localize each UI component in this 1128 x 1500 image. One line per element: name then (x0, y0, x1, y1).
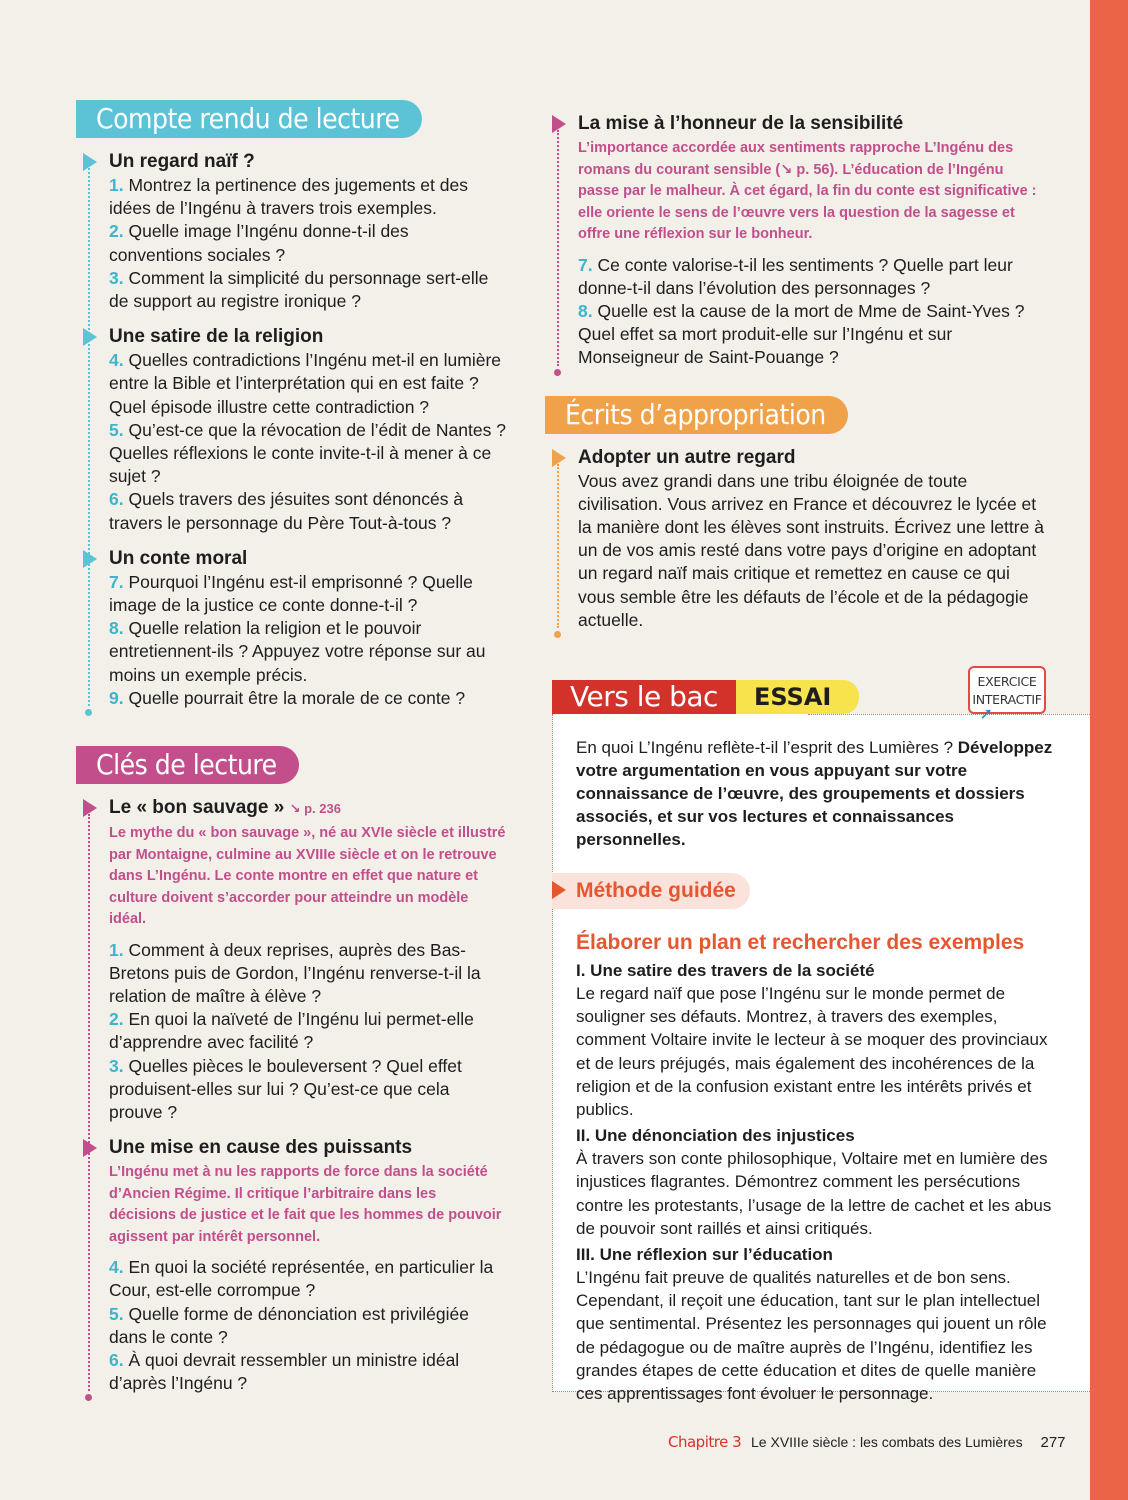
part-text: L’Ingénu fait preuve de qualités naturelles et de bon sens. Cependant, il reçoit une éducation, tant sur le plan intellectuel que sentimental. Présentez les personnages qui jouent un rôle de pédagogue ou de maître auprès de l’Ingénu, identifiez les grandes étapes de cette éducation et dites de quelle manière ces apprentissages font évoluer le personnage. (576, 1268, 1047, 1404)
ecrits-banner: Écrits d’appropriation (545, 396, 848, 434)
plan-title: Élaborer un plan et rechercher des exemples (576, 931, 1025, 954)
question: 9. Quelle pourrait être la morale de ce conte ? (109, 687, 466, 708)
dotted-rule-end (554, 369, 561, 376)
ecrits-section (545, 446, 1045, 632)
dotted-rule (557, 130, 559, 366)
question: 3. Comment la simplicité du personnage sert-elle de support au registre ironique ? (109, 267, 489, 312)
dotted-rule (557, 464, 559, 628)
subsection-sensibilite (578, 112, 1045, 370)
arrow-icon (83, 550, 97, 568)
cursor-arrow-icon: ➚ (979, 704, 993, 723)
question: 8. Quelle relation la religion et le pouvoir entretiennent-ils ? Appuyez votre réponse sur au moins un exemple précis. (109, 618, 486, 685)
subsection-title: Adopter un autre regard (578, 446, 796, 468)
page-reference[interactable]: ↘ p. 236 (289, 801, 341, 817)
arrow-icon (83, 153, 97, 171)
subsection-satire-religion (109, 325, 506, 535)
question: 4. En quoi la société représentée, en particulier la Cour, est-elle corrompue ? (109, 1257, 494, 1301)
part-text: À travers son conte philosophique, Voltaire met en lumière des injustices flagrantes. Démontrez comment les persécutions contre les protestants, l’usage de la lettre de cachet et les abus de pouvoir sont raillés et ainsi critiqués. (576, 1149, 1052, 1238)
question: 6. À quoi devrait ressembler un ministre idéal d’après l’Ingénu ? (109, 1350, 460, 1394)
compte-rendu-section (76, 150, 506, 710)
subsection-puissants (109, 1136, 506, 1395)
arrow-icon (552, 881, 566, 899)
part-title: II. Une dénonciation des injustices (576, 1126, 855, 1146)
vers-le-bac-box (552, 674, 1090, 1404)
cles-section (76, 796, 506, 1395)
subsection-title: Une mise en cause des puissants (109, 1137, 413, 1159)
arrow-icon (83, 328, 97, 346)
page-footer (668, 1432, 1066, 1453)
bac-top-rule (808, 714, 1090, 715)
part-text: Le regard naïf que pose l’Ingénu sur le monde permet de souligner ses défauts. Montrez, à travers des exemples, comment Voltaire invite le lecteur à se moquer des provinciaux et de leurs préjugés, mais également des incohérences de la religion et de la confusion existant entre les intérêts privés et publics. (576, 984, 1048, 1120)
exo-line1: EXERCICE (977, 674, 1037, 689)
page-number: 277 (1040, 1434, 1066, 1451)
subsection-title: Un conte moral (109, 547, 248, 569)
question: 5. Quelle forme de dénonciation est privilégiée dans le conte ? (109, 1303, 469, 1347)
question: 4. Quelles contradictions l’Ingénu met-il en lumière entre la Bible et l’interprétation qui en est faite ? Quel épisode illustre cette contradiction ? (109, 350, 502, 417)
essay-question: En quoi L’Ingénu reflète-t-il l’esprit des Lumières ? Développez votre argumentation en vous appuyant sur votre connaissance de l’œuvre, des groupements et dossiers associés, et sur vos lectures et connaissances personnelles. (576, 738, 1053, 849)
writing-prompt: Vous avez grandi dans une tribu éloignée de toute civilisation. Vous arrivez en France et découvrez le lycée et la manière dont les élèves sont instruits. Écrivez une lettre à un de vos amis resté dans votre pays d’origine en adoptant un regard naïf mais critique et remettez en cause ce qui vous semble être les défauts de l’école et de la pédagogie actuelle. (578, 470, 1044, 630)
exo-line2: INTERACTIF (972, 692, 1042, 707)
arrow-icon (552, 449, 566, 467)
bac-content (576, 736, 1054, 1405)
dotted-rule (88, 168, 90, 706)
bac-label: Vers le bac (552, 680, 736, 714)
part-title: I. Une satire des travers de la société (576, 961, 875, 980)
question: 1. Comment à deux reprises, auprès des Bas-Bretons puis de Gordon, l’Ingénu renverse-t-il la relation de maître à élève ? (109, 939, 481, 1006)
question: 2. En quoi la naïveté de l’Ingénu lui permet-elle d’apprendre avec facilité ? (109, 1009, 474, 1053)
subsection-autre-regard (578, 446, 1045, 632)
left-column (76, 100, 506, 1395)
question: 7. Pourquoi l’Ingénu est-il emprisonné ? Quelle image de la justice ce conte donne-t-il ? (109, 571, 473, 616)
chapter-label: Chapitre 3 (668, 1433, 742, 1451)
chapter-color-band (1090, 0, 1128, 1500)
question: 6. Quels travers des jésuites sont dénoncés à travers le personnage du Père Tout-à-tous ? (109, 489, 464, 533)
intro-text: Le mythe du « bon sauvage », né au XVIe siècle et illustré par Montaigne, culmine au XVIIIe siècle et on le retrouve dans L’Ingénu. Le conte montre en effet que nature et culture doivent s’accorder pour atteindre un modèle idéal. (109, 825, 506, 928)
intro-text: L’importance accordée aux sentiments rapproche L’Ingénu des romans du courant sensible (↘ p. 56). L’éducation de l’Ingénu passe par le malheur. À cet égard, la fin du conte est significative : elle oriente le sens de l’œuvre vers la question de la sagesse et offre une réflexion sur le bonheur. (578, 140, 1037, 242)
question: 5. Qu’est-ce que la révocation de l’édit de Nantes ? Quelles réflexions le conte invite-t-il à mener à ce sujet ? (109, 419, 506, 487)
dotted-rule-end (85, 709, 92, 716)
subsection-title: Le « bon sauvage » ↘ p. 236 (109, 797, 341, 819)
compte-rendu-banner: Compte rendu de lecture (76, 100, 422, 138)
subsection-title: Un regard naïf ? (109, 151, 255, 172)
intro-text: L’Ingénu met à nu les rapports de force dans la société d’Ancien Régime. Il critique l’arbitraire dans les décisions de justice et le fait que les hommes de pouvoir agissent par intérêt personnel. (109, 1164, 502, 1245)
arrow-icon (83, 799, 97, 817)
question: 7. Ce conte valorise-t-il les sentiments ? Quelle part leur donne-t-il dans l’évolution des personnages ? (578, 254, 1013, 298)
subsection-regard-naif (109, 150, 506, 313)
exercice-interactif-button[interactable] (968, 666, 1046, 723)
dotted-rule-end (85, 1394, 92, 1401)
dotted-rule-end (554, 631, 561, 638)
cles-banner: Clés de lecture (76, 746, 299, 784)
dotted-rule (88, 814, 90, 1391)
subsection-bon-sauvage (109, 796, 506, 1124)
part-title: III. Une réflexion sur l’éducation (576, 1245, 833, 1265)
question: 8. Quelle est la cause de la mort de Mme de Saint-Yves ? Quel effet sa mort produit-elle sur l’Ingénu et sur Monseigneur de Saint-Pouange ? (578, 300, 1025, 368)
question: 3. Quelles pièces le bouleversent ? Quel effet produisent-elles sur lui ? Qu’est-ce que cela prouve ? (109, 1055, 462, 1122)
chapter-title: Le XVIIIe siècle : les combats des Lumières (751, 1434, 1023, 1450)
subsection-title: La mise à l’honneur de la sensibilité (578, 113, 904, 134)
sensibilite-section (545, 112, 1045, 370)
question: 1. Montrez la pertinence des jugements et des idées de l’Ingénu à travers trois exemples. (109, 175, 468, 219)
arrow-icon (552, 115, 566, 133)
bac-type: ESSAI (736, 680, 859, 714)
subsection-title: Une satire de la religion (109, 326, 324, 348)
methode-guidee-heading: Méthode guidée (552, 873, 750, 909)
right-column (545, 100, 1045, 632)
arrow-icon (83, 1139, 97, 1157)
bac-tab (552, 680, 859, 714)
subsection-conte-moral (109, 547, 506, 710)
question: 2. Quelle image l’Ingénu donne-t-il des conventions sociales ? (109, 221, 409, 265)
